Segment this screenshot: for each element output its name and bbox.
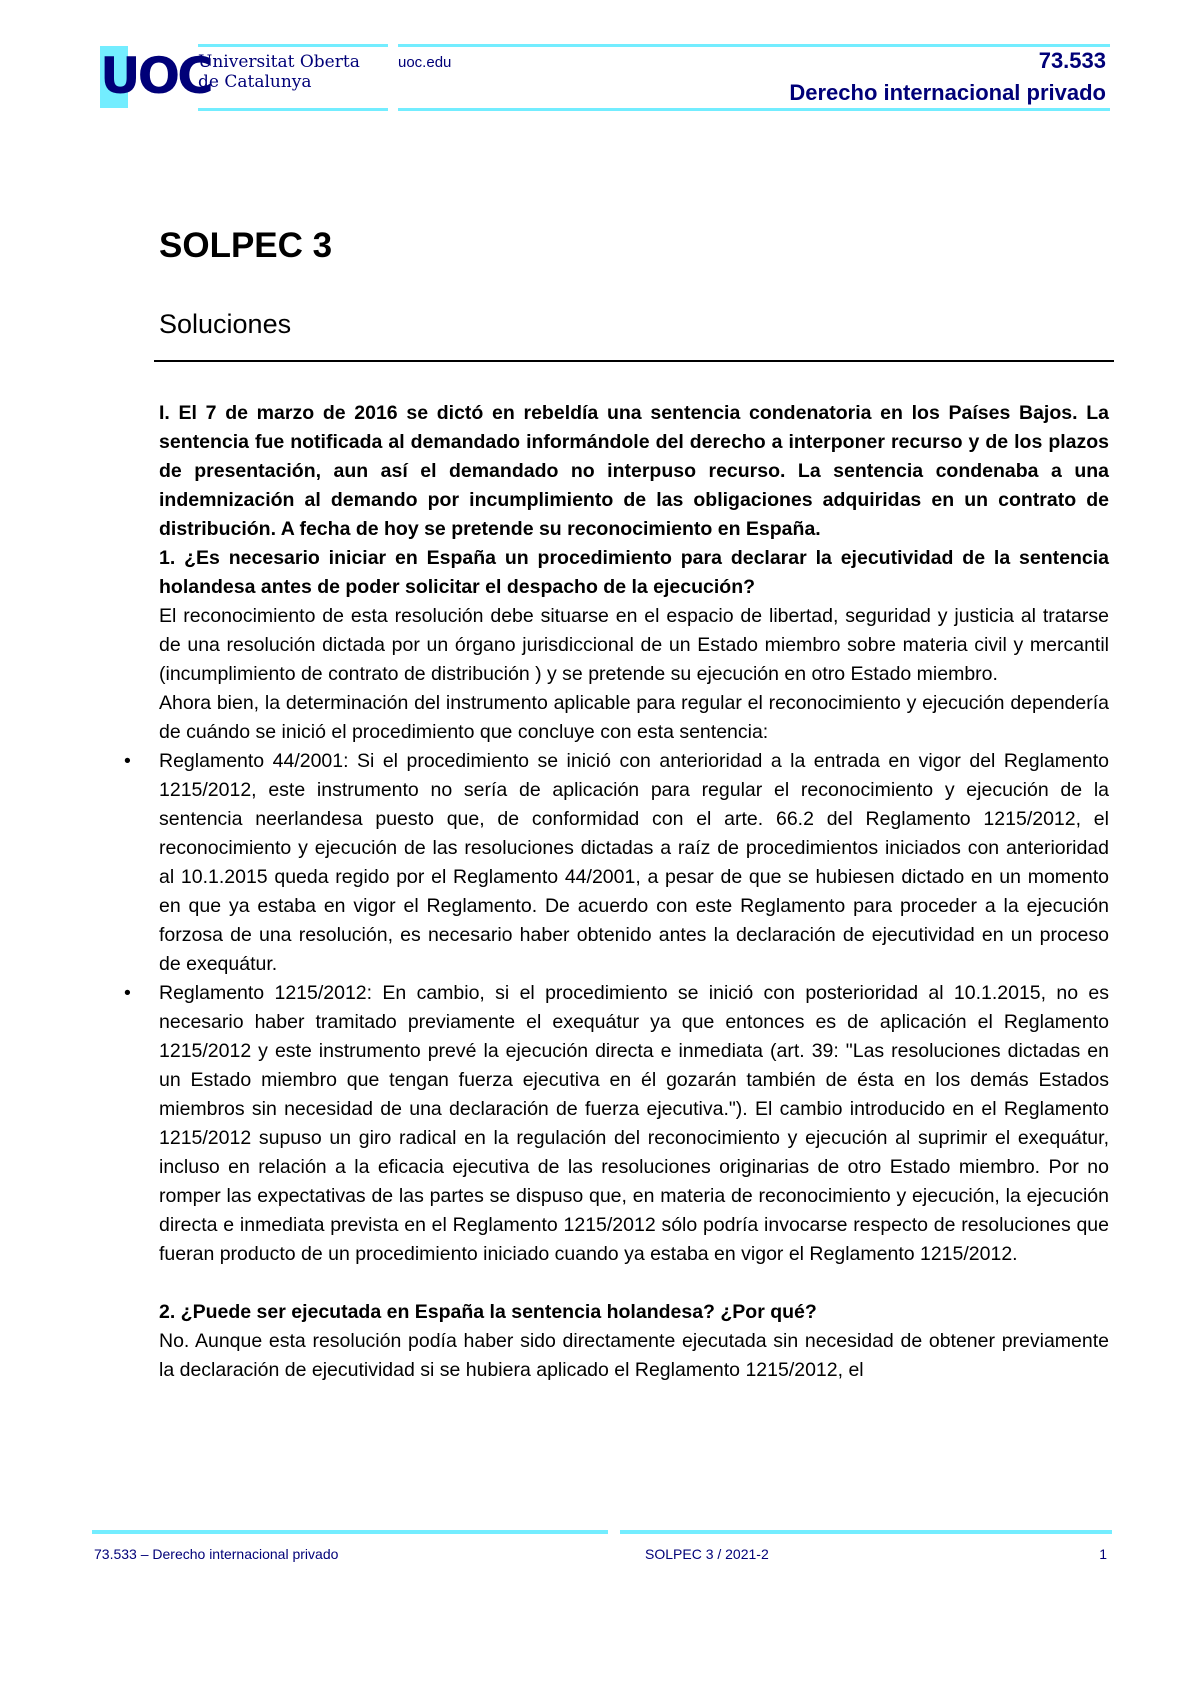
- answer-1-paragraph: El reconocimiento de esta resolución debe situarse en el espacio de libertad, seguridad y justicia al tratarse de una resolución dictada por un órgano jurisdiccional de un Estado miembro sobre materia civil y mercantil (incumplimiento de contrato de distribución ) y se pretende su ejecución en otro Estado miembro.: [159, 605, 1109, 685]
- document-title: SOLPEC 3: [159, 226, 333, 265]
- list-item-text: Reglamento 1215/2012: En cambio, si el procedimiento se inició con posterioridad al 10.1.2015, no es necesario haber tramitado previamente el exequátur ya que entonces es de aplicación el Reglamento 1215/2012 y este instrumento prevé la ejecución directa e inmediata (art. 39: "Las resoluciones dictadas en un Estado miembro que tengan fuerza ejecutiva en él gozarán también de ésta en los demás Estados miembros sin necesidad de una declaración de fuerza ejecutiva."). El cambio introducido en el Reglamento 1215/2012 supuso un giro radical en la regulación del reconocimiento y ejecución al suprimir el exequátur, incluso en relación a la eficacia ejecutiva de las resoluciones originarias de otro Estado miembro. Por no romper las expectativas de las partes se dispuso que, en materia de reconocimiento y ejecución, la ejecución directa e inmediata prevista en el Reglamento 1215/2012 sólo podría invocarse respecto de resoluciones que fueran producto de un procedimiento iniciado cuando ya estaba en vigor el Reglamento 1215/2012.: [159, 982, 1109, 1265]
- list-item: [124, 747, 1109, 979]
- footer-course: 73.533 – Derecho internacional privado: [94, 1546, 339, 1562]
- list-item-text: Reglamento 44/2001: Si el procedimiento se inició con anterioridad a la entrada en vigor del Reglamento 1215/2012, este instrumento no sería de aplicación para regular el reconocimiento y ejecución de la sentencia neerlandesa puesto que, de conformidad con el arte. 66.2 del Reglamento 1215/2012, el reconocimiento y ejecución de las resoluciones dictadas a raíz de procedimientos iniciados con anterioridad al 10.1.2015 queda regido por el Reglamento 44/2001, a pesar de que se hubiesen dictado en un momento en que ya estaba en vigor el Reglamento. De acuerdo con este Reglamento para proceder a la ejecución forzosa de una resolución, es necesario haber obtenido antes la declaración de ejecutividad en un proceso de exequátur.: [159, 750, 1109, 975]
- university-name: [198, 52, 388, 92]
- footer-document: SOLPEC 3 / 2021-2: [645, 1546, 769, 1562]
- uoc-logo: UOC: [100, 47, 211, 105]
- page-number: 1: [1099, 1546, 1107, 1562]
- website-link[interactable]: uoc.edu: [398, 54, 452, 71]
- title-divider: [154, 360, 1114, 362]
- footer-divider: [92, 1530, 608, 1534]
- list-item: [124, 979, 1109, 1269]
- university-name-line1: Universitat Oberta: [198, 52, 360, 72]
- answer-2-paragraph: No. Aunque esta resolución podía haber sido directamente ejecutada sin necesidad de obtener previamente la declaración de ejecutividad si se hubiera aplicado el Reglamento 1215/2012, el: [159, 1330, 1109, 1381]
- university-name-line2: de Catalunya: [198, 72, 312, 92]
- document-subtitle: Soluciones: [159, 309, 292, 339]
- course-code: 73.533: [1038, 48, 1106, 73]
- answer-1-paragraph: Ahora bien, la determinación del instrumento aplicable para regular el reconocimiento y ejecución dependería de cuándo se inició el procedimiento que concluye con esta sentencia:: [159, 692, 1109, 743]
- header-divider: [398, 108, 1110, 111]
- header-divider: [198, 108, 388, 111]
- bullet-icon: •: [124, 750, 131, 772]
- header-divider: [398, 44, 1110, 47]
- case-statement: I. El 7 de marzo de 2016 se dictó en rebeldía una sentencia condenatoria en los Países Bajos. La sentencia fue notificada al demandado informándole del derecho a interponer recurso y de los plazos de presentación, aun así el demandado no interpuso recurso. La sentencia condenaba a una indemnización al demando por incumplimiento de las obligaciones adquiridas en un contrato de distribución. A fecha de hoy se pretende su reconocimiento en España.: [159, 402, 1109, 540]
- footer-divider: [620, 1530, 1112, 1534]
- question-2: 2. ¿Puede ser ejecutada en España la sentencia holandesa? ¿Por qué?: [159, 1301, 817, 1323]
- document-body: [124, 399, 1109, 1385]
- spacer: [159, 1269, 1109, 1298]
- bullet-icon: •: [124, 982, 131, 1004]
- question-1: 1. ¿Es necesario iniciar en España un procedimiento para declarar la ejecutividad de la sentencia holandesa antes de poder solicitar el despacho de la ejecución?: [159, 547, 1109, 598]
- course-name: Derecho internacional privado: [789, 80, 1106, 105]
- header-divider: [198, 44, 388, 47]
- regulation-list: [124, 747, 1109, 1269]
